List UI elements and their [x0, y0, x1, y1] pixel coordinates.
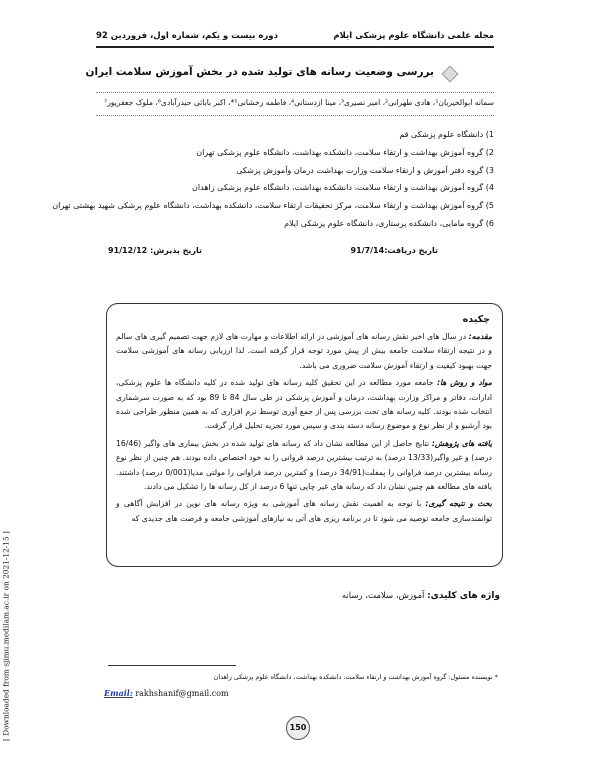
accepted-date: تاریخ پذیرش: 91/12/12: [108, 246, 203, 255]
findings-text: نتایج حاصل از این مطالعه نشان داد که رسانه های تولید شده در بخش بیماری های واگیر (16/46 درصد) و غیر واگیر(13/33 درصد) به ترتیب بیشترین درصد فروانی را به خود اختصاص داده بودند. هم چنین از نظر نوع رسانه بیشترین درصد فراوانی را پمفلت(34/91 درصد) و کمترین درصد فراوانی را مولتی مدیا(0/001 درصد) داشتند. یافته های مطالعه هم چنین نشان داد که رسانه های غیر چاپی تنها 6 درصد از کل رسانه ها را تشکیل می دادند.: [116, 438, 492, 492]
abstract-intro: [116, 330, 492, 373]
email-address[interactable]: rakhshanif@gmail.com: [132, 689, 229, 698]
abstract-heading: چکیده: [462, 314, 490, 325]
journal-name: مجله علمی دانشگاه علوم پزشکی ایلام: [333, 31, 494, 41]
title-block: [85, 66, 460, 82]
authors-divider-top: [96, 92, 494, 93]
keywords: [260, 591, 500, 601]
received-date: تاریخ دریافت:91/7/14: [350, 246, 438, 255]
conclusion-label: بحث و نتیجه گیری:: [425, 499, 492, 509]
intro-text: در سال های اخیر نقش رسانه های آموزشی در ارائه اطلاعات و مهارت های لازم جهت تصمیم گیری های سالم و در نتیجه ارتقاء سلامت جامعه بیش از پیش مورد توجه قرار گرفته است. لذا ارزیابی رسانه های آموزشی سلامت جهت بهبود کیفیت و ارتقاء آموزش سلامت ضروری می باشد.: [116, 332, 492, 370]
email-line: [104, 688, 229, 698]
download-note: [0, 531, 16, 741]
issue-info: دوره بیست و یکم، شماره اول، فروردین 92: [96, 31, 278, 41]
affiliation-item: 1) دانشگاه علوم پزشکی قم: [399, 130, 494, 139]
affiliation-item: 2) گروه آموزش بهداشت و ارتقاء سلامت، دانشکده بهداشت، دانشگاه علوم پزشکی تهران: [196, 147, 494, 157]
authors-divider-bottom: [96, 115, 494, 116]
abstract-methods: [116, 376, 492, 434]
keywords-label: واژه های کلیدی:: [427, 591, 500, 601]
affiliation-item: 6) گروه مامایی، دانشکده پرستاری، دانشگاه علوم پزشکی ایلام: [284, 218, 494, 228]
paper-title: بررسی وضعیت رسانه های تولید شده در بخش آموزش سلامت ایران: [85, 66, 434, 78]
keywords-text: آموزش، سلامت، رسانه: [341, 591, 428, 601]
abstract-box: [106, 303, 503, 567]
affiliation-item: 4) گروه آموزش بهداشت و ارتقاء سلامت، دانشکده بهداشت، دانشگاه علوم پزشکی زاهدان: [192, 183, 494, 193]
download-note-text: [ Downloaded from sjimu.medilam.ac.ir on 2021-12-15 ]: [1, 531, 11, 741]
conclusion-text: با توجه به اهمیت نقش رسانه های آموزشی به ویژه رسانه های نوین در افزایش آگاهی و توانمندسازی جامعه توصیه می شود تا در برنامه ریزی های آتی به نیازهای آموزشی جامعه و فرصت های جدیدی که: [116, 499, 492, 523]
diamond-icon: [442, 66, 459, 83]
abstract-findings: [116, 437, 492, 495]
corresponding-author: * نویسنده مسئول: گروه آموزش بهداشت و ارتقاء سلامت، دانشکده بهداشت، دانشگاه علوم پزشکی زاهدان: [213, 673, 498, 681]
findings-label: یافته های پژوهش:: [431, 438, 492, 448]
affiliation-item: 3) گروه دفتر آموزش و ارتقاء سلامت وزارت بهداشت درمان وآموزش پزشکی: [236, 165, 494, 175]
running-header: [96, 31, 494, 47]
methods-label: مواد و روش ها:: [436, 378, 492, 388]
email-label: Email:: [104, 688, 133, 698]
abstract-conclusion: [116, 497, 492, 526]
header-divider: [96, 46, 494, 48]
methods-text: جامعه مورد مطالعه در این تحقیق کلیه رسانه های تولید شده در کلیه دانشگاه ها علوم پزشکی، ادارات، دفاتر و مراکز وزارت بهداشت، درمان و آموزش پزشکی در طی سال 84 تا 89 بود که به صورت سرشماری انتخاب شده بودند. کلیه رسانه های تحت بررسی پس از جمع آوری توسط نرم افزاری که به همین منظور طراحی شده بود آرشیو و از نظر نوع و موضوع رسانه دسته بندی و سپس مورد تجزیه تحلیل قرار گرفت.: [116, 378, 493, 431]
abstract-body: [116, 330, 492, 529]
page-number: 150: [286, 716, 310, 740]
dates-row: [108, 246, 438, 260]
footnote-divider: [108, 665, 236, 666]
affiliations: [52, 126, 494, 233]
affiliation-item: 5) گروه آموزش بهداشت و ارتقاء سلامت، مرکز تحقیقات ارتقاء سلامت، دانشکده بهداشت، دانشگاه علوم پزشکی شهید بهشتی تهران: [52, 201, 494, 211]
intro-label: مقدمه:: [468, 332, 492, 341]
authors-line: سمانه ابوالخیریان¹، هادی طهرانی²، امیر نصیری³، مینا ازدستانی⁴، فاطمه رخشانی⁵*، اکبر بابائی حیدرآبادی⁶، ملوک جعفرپور⁷: [104, 98, 494, 107]
